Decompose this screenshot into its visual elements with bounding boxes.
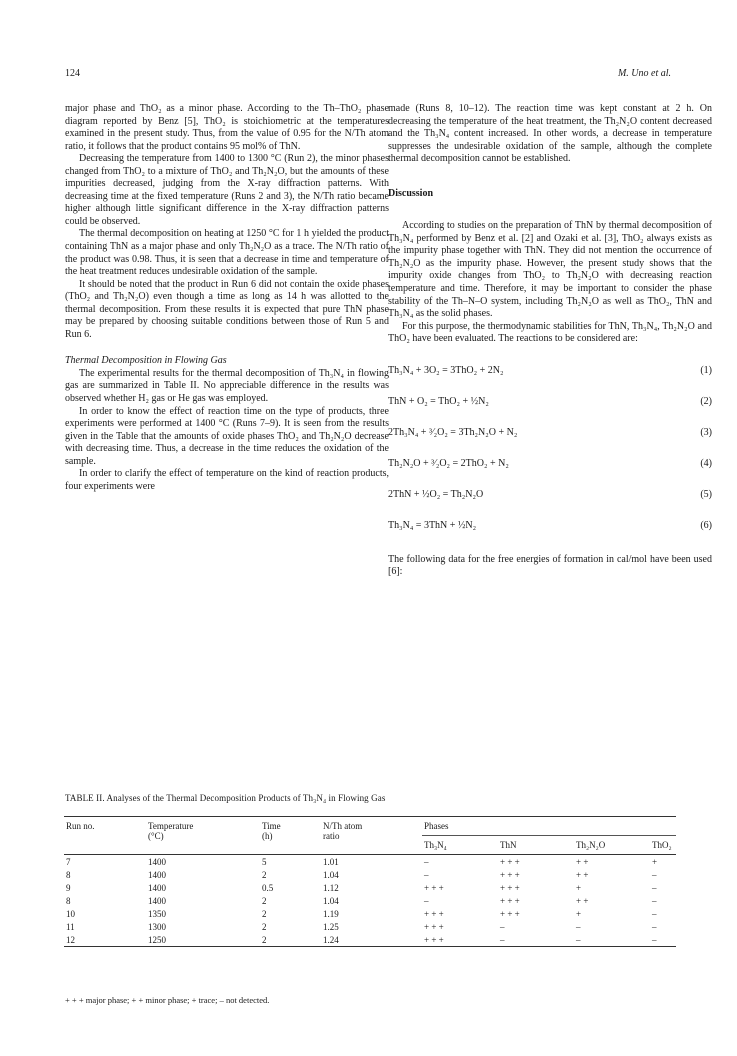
left-column <box>65 103 389 493</box>
col-header-time: Time (h) <box>262 821 281 841</box>
table-cell: + <box>576 908 582 919</box>
table-cell: 1.24 <box>323 934 339 945</box>
table-cell: 8 <box>66 869 71 880</box>
table-cell: 1.04 <box>323 869 339 880</box>
col-header-ratio: N/Th atom ratio <box>323 821 363 841</box>
paragraph: The experimental results for the thermal decomposition of Th₃N₄ in flowing gas are summarized in Table II. No appreciable difference in the results was observed whether H₂ gas or He gas was employed. <box>65 367 389 405</box>
table-cell: – <box>424 869 429 880</box>
equation: 2ThN + ½O₂ = Th₂N₂O (5) <box>388 488 712 500</box>
table-cell: + + <box>576 869 589 880</box>
table-row <box>64 933 676 947</box>
table-cell: 2 <box>262 895 267 906</box>
table-cell: 1.01 <box>323 856 339 867</box>
table-cell: 1400 <box>148 869 166 880</box>
table-cell: + + + <box>500 869 520 880</box>
table-row <box>64 868 676 881</box>
table-cell: + + + <box>424 908 444 919</box>
table-cell: 9 <box>66 882 71 893</box>
table-cell: + + <box>576 895 589 906</box>
paragraph: It should be noted that the product in Run 6 did not contain the oxide phases (ThO₂ and Th₂N₂O) even though a time as long as 14 h was allotted to the thermal decomposition. From these results it is expected that pure ThN phase may be prepared by choosing suitable conditions between those of Run 5 and Run 6. <box>65 278 389 340</box>
subsection-heading: Thermal Decomposition in Flowing Gas <box>65 355 227 367</box>
table-cell: – <box>500 921 505 932</box>
table-cell: + + + <box>424 882 444 893</box>
equation: 2Th₃N₄ + ³⁄₂O₂ = 3Th₂N₂O + N₂ (3) <box>388 426 712 438</box>
right-column <box>388 103 712 579</box>
table-cell: – <box>500 934 505 945</box>
table-cell: – <box>652 934 657 945</box>
table-cell: – <box>652 921 657 932</box>
table-cell: 2 <box>262 934 267 945</box>
table-cell: 1.19 <box>323 908 339 919</box>
table-row <box>64 920 676 933</box>
results-table <box>64 816 676 947</box>
col-header-temperature: Temperature (°C) <box>148 821 194 841</box>
table-cell: 7 <box>66 856 71 867</box>
table-cell: + + + <box>424 934 444 945</box>
table-body <box>64 855 676 947</box>
table-cell: 1.04 <box>323 895 339 906</box>
table-cell: 1350 <box>148 908 166 919</box>
paragraph: In order to know the effect of reaction time on the type of products, three experiments were performed at 1400 °C (Runs 7–9). It is seen from the results given in the Table that the amounts of oxide phases ThO₂ and Th₂N₂O decrease with decreasing time. Thus, a decrease in the time reduces the oxidation of the sample. <box>65 405 389 467</box>
table-cell: 0.5 <box>262 882 274 893</box>
section-heading: Discussion <box>388 187 434 199</box>
table-row <box>64 894 676 907</box>
table-cell: – <box>652 908 657 919</box>
table-cell: 1400 <box>148 856 166 867</box>
table-footnote: + + + major phase; + + minor phase; + trace; – not detected. <box>65 995 270 1005</box>
table-row <box>64 881 676 894</box>
equation: Th₃N₄ + 3O₂ = 3ThO₂ + 2N₂ (1) <box>388 364 712 376</box>
table-cell: 1400 <box>148 882 166 893</box>
paragraph: The following data for the free energies of formation in cal/mol have been used [6]: <box>388 553 712 578</box>
col-header-phase: Th₃N₄ <box>424 840 447 850</box>
col-header-run: Run no. <box>66 821 95 831</box>
table-caption: TABLE II. Analyses of the Thermal Decomposition Products of Th₃N₄ in Flowing Gas <box>65 793 386 803</box>
paragraph: For this purpose, the thermodynamic stabilities for ThN, Th₃N₄, Th₂N₂O and ThO₂ have been evaluated. The reactions to be considered are: <box>388 320 712 345</box>
col-header-phase: Th₂N₂O <box>576 840 606 850</box>
page-number: 124 <box>65 68 80 79</box>
table-cell: 1.25 <box>323 921 339 932</box>
table-cell: 1400 <box>148 895 166 906</box>
table-cell: – <box>652 882 657 893</box>
running-title: M. Uno et al. <box>617 68 671 79</box>
table-cell: + <box>652 856 658 867</box>
table-cell: 10 <box>66 908 75 919</box>
paragraph: Decreasing the temperature from 1400 to 1300 °C (Run 2), the minor phases changed from ThO₂ to a mixture of ThO₂ and Th₂N₂O, but the amounts of these impurities decreased, judging from the X-ray diffraction patterns. With decreasing time at the fixed temperature (Runs 2 and 3), the N/Th ratio became higher although little significant difference in the X-ray diffraction patterns could be observed. <box>65 153 389 227</box>
col-header-phase: ThN <box>500 840 517 850</box>
table-cell: + <box>576 882 582 893</box>
table-cell: 1250 <box>148 934 166 945</box>
table-cell: – <box>652 869 657 880</box>
table-row <box>64 907 676 920</box>
table-cell: + + + <box>500 856 520 867</box>
paragraph: According to studies on the preparation of ThN by thermal decomposition of Th₃N₄ performed by Benz et al. [2] and Ozaki et al. [3], ThO₂ always exists as the impurity phase together with ThN. They did not mention the occurrence of Th₂N₂O as the impurity phase. However, the present study shows that the impurity oxide changes from ThO₂ to Th₂N₂O with decreasing reaction temperature and time. Therefore, it may be important to consider the phase stability of the Th–N–O system, including Th₂N₂O as well as ThO₂, ThN and Th₃N₄ as the solid phases. <box>388 220 712 320</box>
table-cell: – <box>424 856 429 867</box>
table-cell: 8 <box>66 895 71 906</box>
table-cell: 2 <box>262 869 267 880</box>
table-cell: + + + <box>424 921 444 932</box>
table-cell: – <box>424 895 429 906</box>
table-cell: + + + <box>500 908 520 919</box>
paragraph: major phase and ThO₂ as a minor phase. According to the Th–ThO₂ phase diagram reported by Benz [5], ThO₂ is stoichiometric at the temperatures examined in the present study. Thus, from the value of 0.95 for the N/Th atom ratio, it follows that the product contains 95 mol% of ThN. <box>65 103 389 152</box>
paragraph: In order to clarify the effect of temperature on the kind of reaction products, four experiments were <box>65 468 389 492</box>
table-cell: 5 <box>262 856 267 867</box>
table-cell: 1300 <box>148 921 166 932</box>
table-row <box>64 855 676 869</box>
table-cell: + + + <box>500 882 520 893</box>
table-cell: + + + <box>500 895 520 906</box>
paragraph: made (Runs 8, 10–12). The reaction time was kept constant at 2 h. On decreasing the temperature of the heat treatment, the Th₂N₂O content decreased and the Th₃N₄ content increased. In other words, a decrease in temperature suppresses the undesirable oxidation of the sample, although the complete thermal decomposition cannot be established. <box>388 103 712 165</box>
table-cell: 11 <box>66 921 75 932</box>
col-header-phases: Phases <box>422 817 676 836</box>
table-cell: – <box>576 934 581 945</box>
table-cell: 2 <box>262 921 267 932</box>
equation: ThN + O₂ = ThO₂ + ½N₂ (2) <box>388 395 712 407</box>
table-cell: + + <box>576 856 589 867</box>
table-cell: – <box>576 921 581 932</box>
equation: Th₃N₄ = 3ThN + ½N₂ (6) <box>388 519 712 531</box>
equation-list <box>388 356 712 542</box>
table-cell: 12 <box>66 934 75 945</box>
table-cell: – <box>652 895 657 906</box>
paragraph: The thermal decomposition on heating at 1250 °C for 1 h yielded the product containing ThN as a major phase and only Th₂N₂O as a trace. The N/Th ratio of the product was 0.98. Thus, it is seen that a decrease in time and temperature of the heat treatment reduces undesirable oxidation of the sample. <box>65 228 389 278</box>
table-cell: 1.12 <box>323 882 339 893</box>
table-cell: 2 <box>262 908 267 919</box>
equation: Th₂N₂O + ³⁄₂O₂ = 2ThO₂ + N₂ (4) <box>388 457 712 469</box>
col-header-phase: ThO₂ <box>652 840 672 850</box>
